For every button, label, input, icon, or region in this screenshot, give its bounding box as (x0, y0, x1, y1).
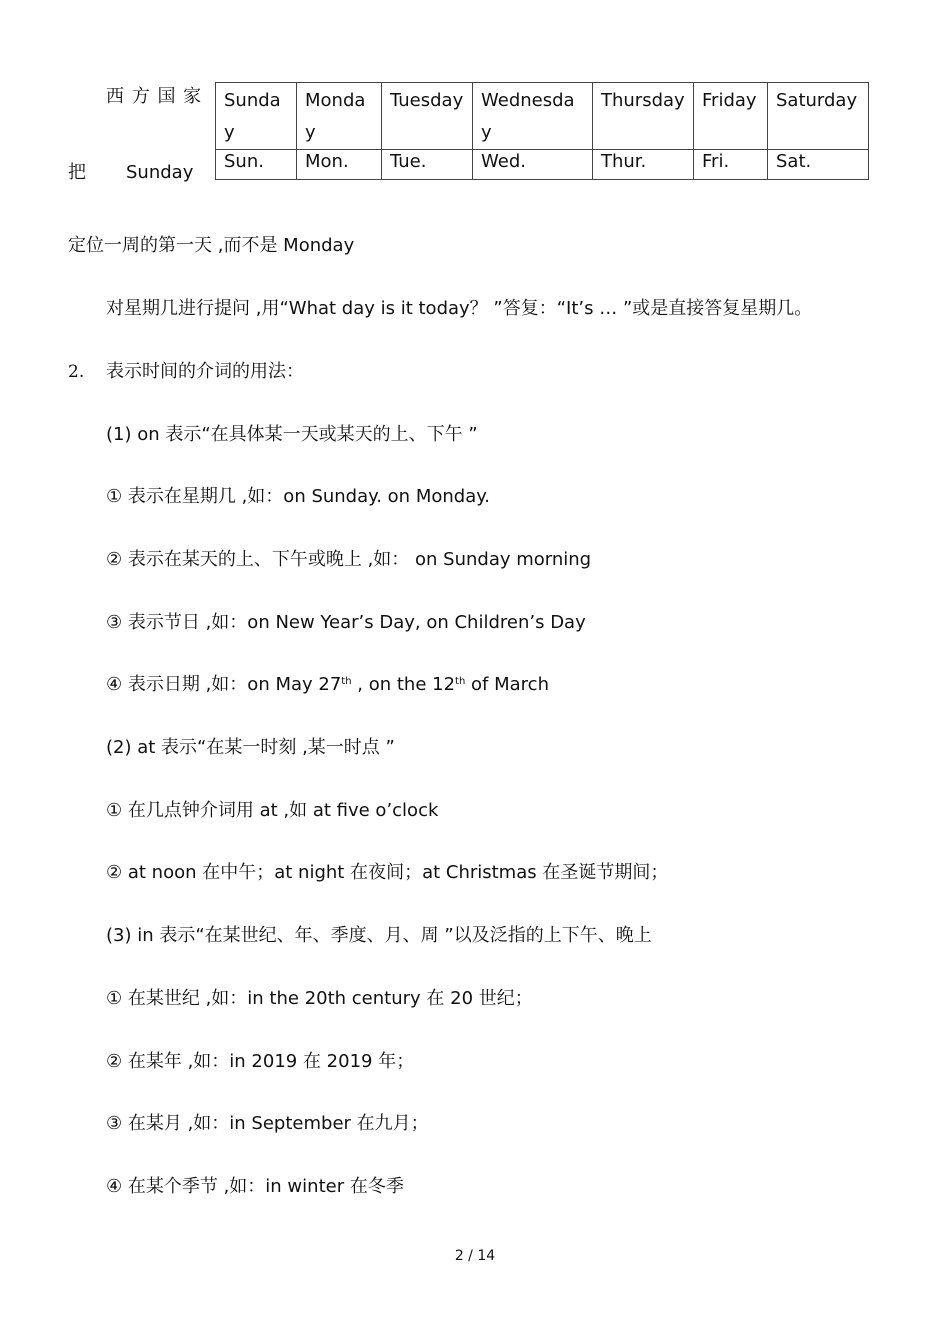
weekday-full-cell: Sunday (216, 83, 297, 150)
weekday-full-cell: Thursday (593, 83, 694, 150)
in-item: ② 在某年 ,如：in 2019 在 2019 年； (106, 1051, 415, 1072)
weekday-full-cell: Saturday (768, 83, 869, 150)
section-title: 表示时间的介词的用法： (106, 361, 304, 382)
weekday-full-cell: Monday (297, 83, 382, 150)
weekday-abbr-cell: Wed. (473, 150, 593, 180)
intro-continuation: 定位一周的第一天 ,而不是 Monday (68, 235, 355, 256)
intro-left-bottom-a: 把 (68, 162, 86, 183)
on-date-middle: , on the 12 (351, 674, 456, 695)
weekday-table (215, 82, 869, 180)
on-heading: (1) on 表示“在具体某一天或某天的上、下午 ” (106, 424, 478, 445)
on-item: ① 表示在星期几 ,如：on Sunday. on Monday. (106, 486, 491, 507)
ordinal-suffix: th (455, 676, 466, 687)
weekday-full-cell: Wednesday (473, 83, 593, 150)
at-heading: (2) at 表示“在某一时刻 ,某一时点 ” (106, 737, 395, 758)
on-date-suffix: of March (465, 674, 549, 695)
intro-left-bottom-b: Sunday (126, 162, 194, 183)
weekday-full-cell: Tuesday (382, 83, 473, 150)
in-item: ④ 在某个季节 ,如：in winter 在冬季 (106, 1176, 404, 1197)
weekday-full-cell: Friday (694, 83, 768, 150)
weekday-abbr-row (216, 150, 869, 180)
on-date-item (106, 674, 549, 696)
at-item: ② at noon 在中午；at night 在夜间；at Christmas 在圣诞节期间； (106, 862, 669, 883)
on-item: ② 表示在某天的上、下午或晚上 ,如： on Sunday morning (106, 549, 592, 570)
ordinal-suffix: th (341, 676, 352, 687)
section-number: 2. (68, 362, 85, 382)
in-item: ① 在某世纪 ,如：in the 20th century 在 20 世纪； (106, 988, 533, 1009)
page-number: 2 / 14 (454, 1248, 496, 1264)
on-item: ③ 表示节日 ,如：on New Year’s Day, on Children’s Day (106, 612, 586, 633)
weekday-abbr-cell: Sat. (768, 150, 869, 180)
question-line: 对星期几进行提问 ,用“What day is it today？ ”答复：“It’s … ”或是直接答复星期几。 (106, 298, 813, 319)
weekday-abbr-cell: Mon. (297, 150, 382, 180)
weekday-abbr-cell: Thur. (593, 150, 694, 180)
weekday-full-row (216, 83, 869, 150)
intro-left-top: 西 方 国 家 (106, 86, 203, 107)
at-item: ① 在几点钟介词用 at ,如 at five o’clock (106, 800, 439, 821)
weekday-abbr-cell: Fri. (694, 150, 768, 180)
on-date-prefix: ④ 表示日期 ,如：on May 27 (106, 674, 342, 695)
weekday-abbr-cell: Tue. (382, 150, 473, 180)
weekday-abbr-cell: Sun. (216, 150, 297, 180)
in-heading: (3) in 表示“在某世纪、年、季度、月、周 ”以及泛指的上下午、晚上 (106, 925, 652, 946)
in-item: ③ 在某月 ,如：in September 在九月； (106, 1113, 429, 1134)
